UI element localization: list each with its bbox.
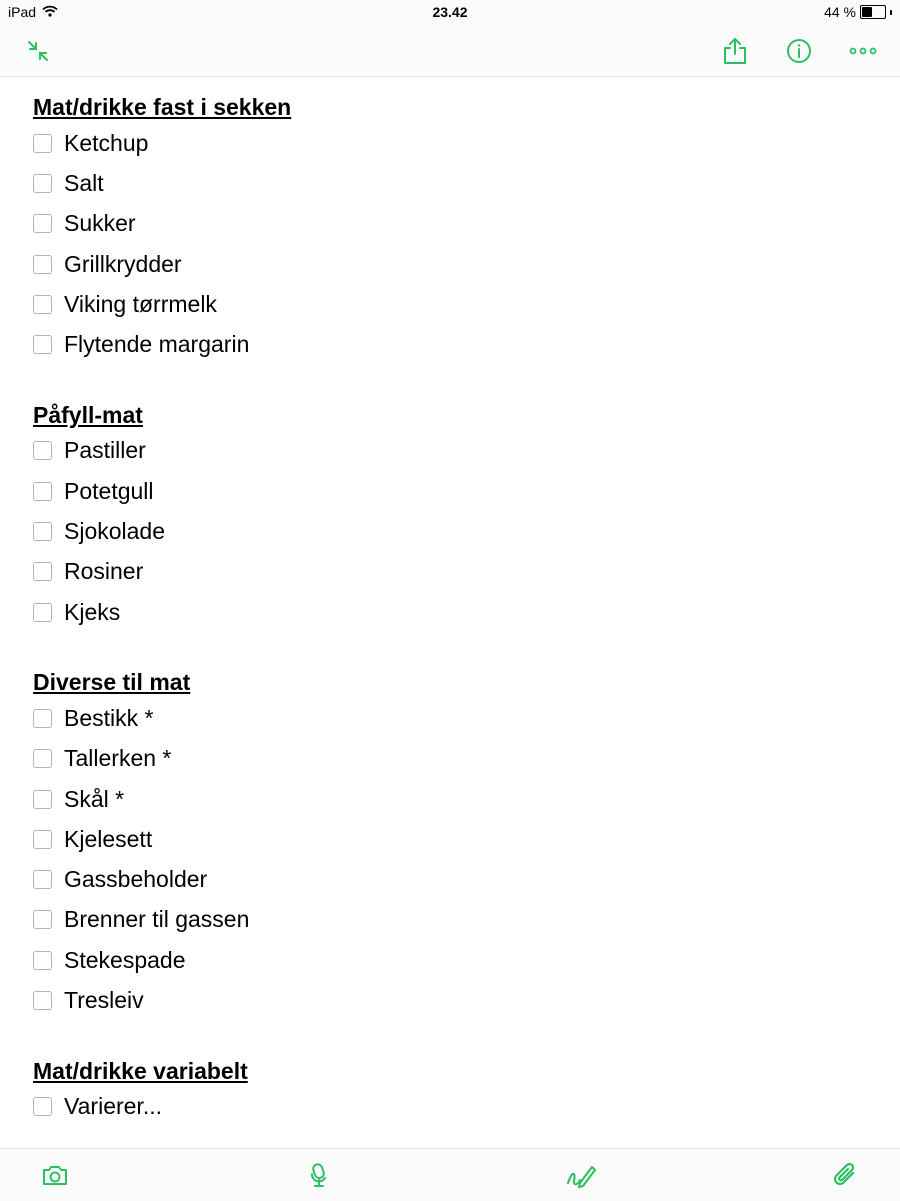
checklist-item — [33, 284, 873, 324]
checkbox[interactable] — [33, 910, 52, 929]
checklist-item-label: Pastiller — [64, 437, 146, 464]
bottom-toolbar — [0, 1148, 900, 1201]
battery-tip — [890, 10, 892, 15]
section-heading: Påfyll-mat — [33, 401, 143, 428]
microphone-icon[interactable] — [304, 1161, 334, 1189]
checklist-item-label: Viking tørrmelk — [64, 290, 217, 317]
checklist-item — [33, 1087, 873, 1127]
checkbox[interactable] — [33, 870, 52, 889]
checklist-item-label: Kjeks — [64, 598, 121, 625]
checklist-item-label: Tallerken * — [64, 745, 172, 772]
checklist-item-label: Skål * — [64, 785, 125, 812]
checkbox[interactable] — [33, 749, 52, 768]
checkbox[interactable] — [33, 134, 52, 153]
checkbox[interactable] — [33, 709, 52, 728]
note-toolbar — [0, 24, 900, 77]
checkbox[interactable] — [33, 174, 52, 193]
attachment-icon[interactable] — [830, 1161, 860, 1189]
checkbox[interactable] — [33, 603, 52, 622]
checklist-item-label: Kjelesett — [64, 825, 153, 852]
checklist-item-label: Bestikk * — [64, 704, 154, 731]
collapse-icon[interactable] — [21, 34, 55, 68]
checklist-item — [33, 204, 873, 244]
checkbox[interactable] — [33, 295, 52, 314]
checkbox[interactable] — [33, 482, 52, 501]
checklist-item-label: Stekespade — [64, 946, 186, 973]
checklist-item-label: Salt — [64, 169, 104, 196]
checklist-item — [33, 980, 873, 1020]
status-right — [824, 4, 892, 20]
checklist-item-label: Sukker — [64, 210, 136, 237]
battery-icon — [860, 5, 886, 19]
checklist-item — [33, 739, 873, 779]
checklist-item — [33, 940, 873, 980]
status-bar — [0, 0, 900, 24]
checklist-item-label: Flytende margarin — [64, 331, 250, 358]
share-icon[interactable] — [718, 34, 752, 68]
checklist-item — [33, 244, 873, 284]
checkbox[interactable] — [33, 991, 52, 1010]
section-heading: Mat/drikke variabelt — [33, 1057, 248, 1084]
checkbox[interactable] — [33, 830, 52, 849]
checkbox[interactable] — [33, 255, 52, 274]
checklist-section — [33, 91, 873, 365]
checklist-section — [33, 1055, 873, 1127]
more-icon[interactable] — [846, 34, 880, 68]
handwriting-icon[interactable] — [566, 1161, 596, 1189]
device-name: iPad — [8, 4, 37, 20]
checklist-item — [33, 819, 873, 859]
checklist-item — [33, 592, 873, 632]
battery-fill — [862, 7, 872, 17]
checkbox[interactable] — [33, 214, 52, 233]
checklist-item-label: Rosiner — [64, 558, 144, 585]
checklist-item-label: Ketchup — [64, 129, 149, 156]
checklist-item — [33, 324, 873, 364]
checklist-item-label: Potetgull — [64, 477, 154, 504]
checklist-item-label: Gassbeholder — [64, 866, 208, 893]
checklist-item — [33, 471, 873, 511]
checkbox[interactable] — [33, 441, 52, 460]
checklist-item — [33, 552, 873, 592]
section-heading: Diverse til mat — [33, 669, 191, 696]
checkbox[interactable] — [33, 790, 52, 809]
checklist-item-label: Sjokolade — [64, 518, 166, 545]
checklist-item — [33, 900, 873, 940]
checkbox[interactable] — [33, 1097, 52, 1116]
info-icon[interactable] — [782, 34, 816, 68]
checklist-item — [33, 123, 873, 163]
checklist-section — [33, 666, 873, 1020]
checklist-item — [33, 511, 873, 551]
checklist-item — [33, 431, 873, 471]
battery-percent: 44 % — [824, 4, 856, 20]
checklist-item — [33, 698, 873, 738]
checkbox[interactable] — [33, 522, 52, 541]
camera-icon[interactable] — [40, 1161, 70, 1189]
checklist-section — [33, 399, 873, 632]
checklist-item — [33, 779, 873, 819]
checklist-item-label: Grillkrydder — [64, 250, 182, 277]
section-heading: Mat/drikke fast i sekken — [33, 94, 292, 120]
checklist-item — [33, 163, 873, 203]
checkbox[interactable] — [33, 951, 52, 970]
checklist-item-label: Tresleiv — [64, 986, 144, 1013]
checklist-item-label: Brenner til gassen — [64, 906, 250, 933]
note-body[interactable] — [33, 77, 873, 1161]
checkbox[interactable] — [33, 335, 52, 354]
checklist-item-label: Varierer... — [64, 1093, 162, 1120]
checkbox[interactable] — [33, 562, 52, 581]
status-time: 23.42 — [432, 4, 468, 20]
checklist-item — [33, 859, 873, 899]
